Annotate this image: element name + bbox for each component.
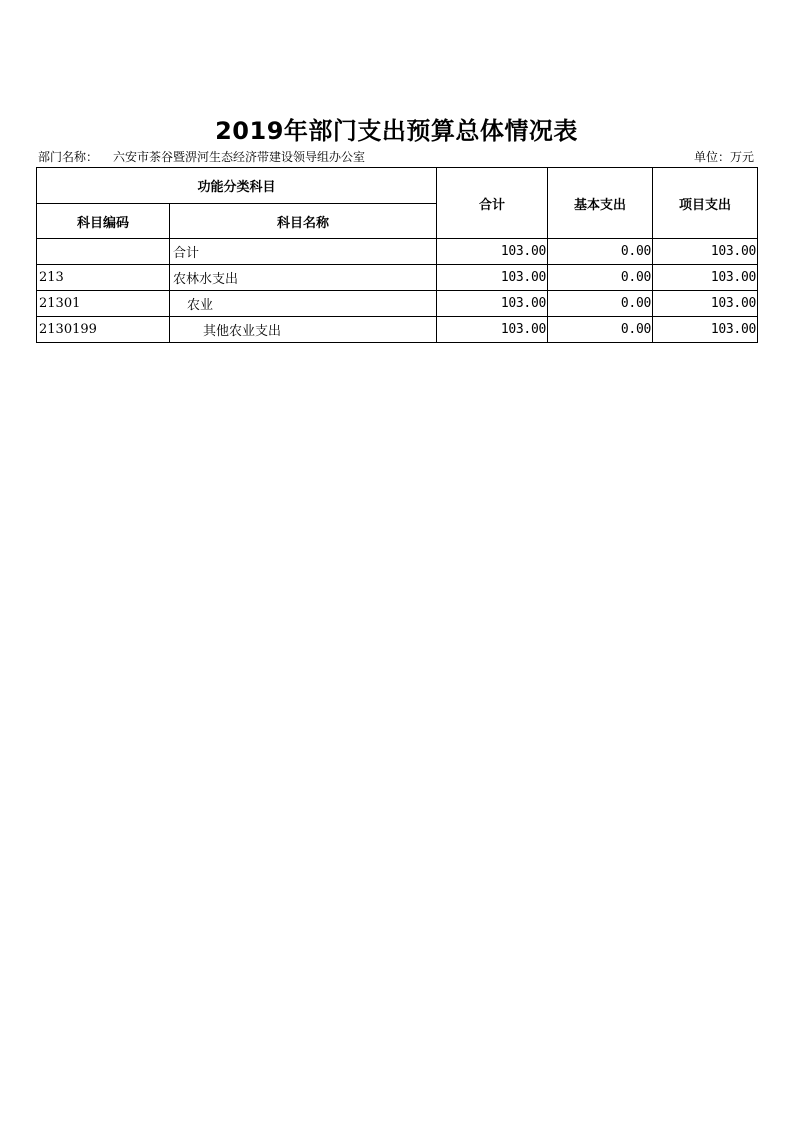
meta-line: [38, 148, 756, 166]
budget-table: [36, 167, 758, 343]
subject-code: [37, 239, 170, 265]
total-value: 103.00: [437, 317, 548, 343]
header-project-expenditure: 项目支出: [653, 168, 758, 239]
project-value: 103.00: [653, 239, 758, 265]
total-value: 103.00: [437, 291, 548, 317]
department-name: 六安市茶谷暨淠河生态经济带建设领导组办公室: [113, 150, 366, 164]
page-title: 2019年部门支出预算总体情况表: [215, 117, 578, 145]
basic-value: 0.00: [548, 265, 653, 291]
header-function-category: 功能分类科目: [37, 168, 437, 204]
header-subject-name: 科目名称: [170, 204, 437, 239]
project-value: 103.00: [653, 291, 758, 317]
subject-name: 农业: [170, 291, 437, 317]
department-label: 部门名称：: [38, 150, 99, 164]
total-value: 103.00: [437, 265, 548, 291]
basic-value: 0.00: [548, 291, 653, 317]
table-row: [37, 291, 758, 317]
header-subject-code: 科目编码: [37, 204, 170, 239]
subject-name: 农林水支出: [170, 265, 437, 291]
table-row: [37, 265, 758, 291]
project-value: 103.00: [653, 317, 758, 343]
basic-value: 0.00: [548, 239, 653, 265]
header-row-1: [37, 168, 758, 204]
header-basic-expenditure: 基本支出: [548, 168, 653, 239]
subject-code: 213: [37, 265, 170, 291]
subject-code: 21301: [37, 291, 170, 317]
subject-name: 合计: [170, 239, 437, 265]
table-row: [37, 317, 758, 343]
table-row: [37, 239, 758, 265]
subject-code: 2130199: [37, 317, 170, 343]
unit-label: 单位：万元: [693, 150, 754, 164]
project-value: 103.00: [653, 265, 758, 291]
subject-name: 其他农业支出: [170, 317, 437, 343]
total-value: 103.00: [437, 239, 548, 265]
header-total: 合计: [437, 168, 548, 239]
basic-value: 0.00: [548, 317, 653, 343]
